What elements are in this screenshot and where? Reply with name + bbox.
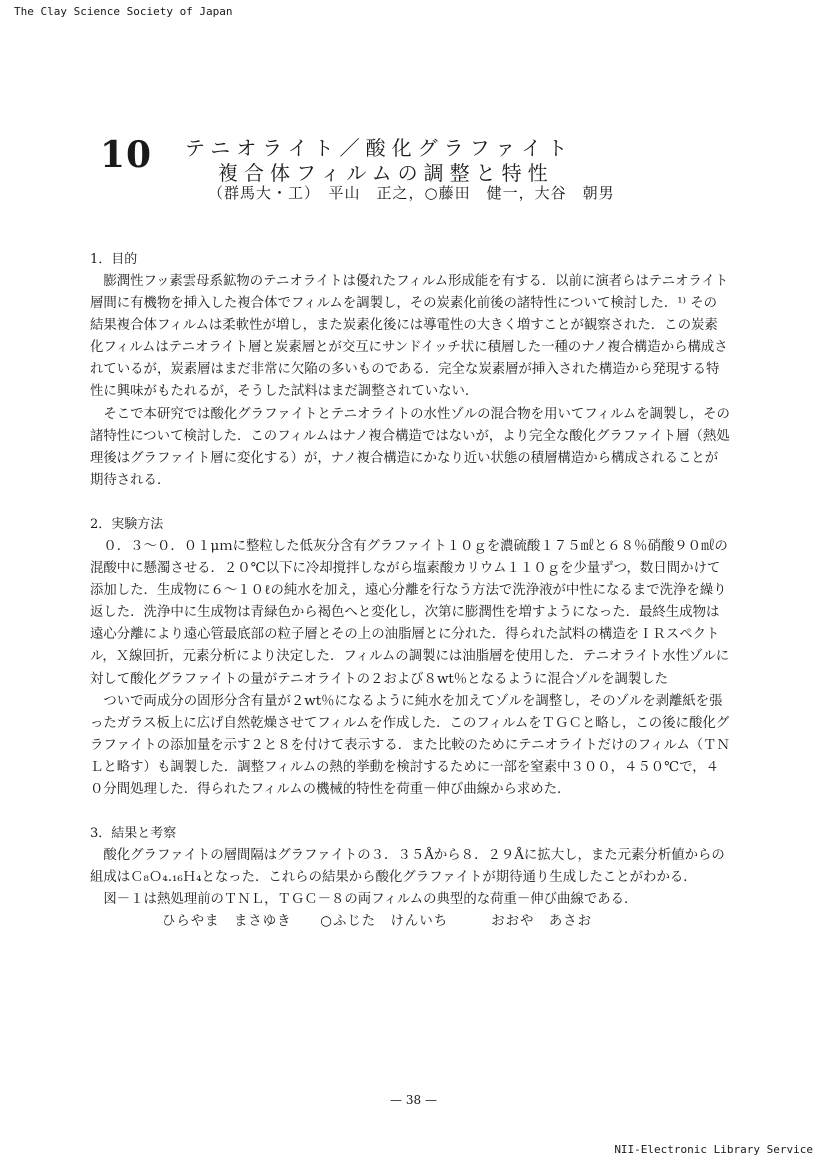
- paper-title-line-1: テニオライト／酸化グラファイト: [185, 136, 574, 160]
- body-paragraph: ついで両成分の固形分含有量が２wt％になるように純水を加えてゾルを調整し，そのゾルを剥離紙を張ったガラス板上に広げ自然乾燥させてフィルムを作成した．このフィルムをＴＧＣと略し，この後に酸化グラファイトの添加量を示す２と８を付けて表示する．また比較のためにテニオライトだけのフィルム（ＴＮＬと略す）も調製した．調整フィルムの熱的挙動を検討するために一部を窒素中３００，４５０℃で，４０分間処理した．得られたフィルムの機械的特性を荷重－伸び曲線から求めた．: [90, 693, 730, 797]
- library-footer: NII-Electronic Library Service: [614, 1143, 813, 1156]
- paper-title-line-2: 複合体フィルムの調整と特性: [218, 161, 554, 185]
- section-heading-results: 3．結果と考察: [90, 826, 177, 842]
- body-paragraph: ０．３～０．０１μｍに整粒した低灰分含有グラファイト１０ｇを濃硫酸１７５㎖と６８％硝酸９０㎖の混酸中に懸濁させる．２０℃以下に冷却撹拌しながら塩素酸カリウム１１０ｇを少量ずつ，数日間かけて添加した．生成物に６～１０ℓの純水を加え，遠心分離を行なう方法で洗浄液が中性になるまで洗浄を繰り返した．洗浄中に生成物は青緑色から褐色へと変化し，次第に膨潤性を増すようになった．最終生成物は遠心分離により遠心管最底部の粒子層とその上の油脂層とに分れた．得られた試料の構造をＩＲスペクトル，Ｘ線回折，元素分析により決定した．フィルムの調製には油脂層を使用した．テニオライト水性ゾルに対して酸化グラファイトの量がテニオライトの２および８wt％となるように混合ゾルを調製した: [90, 538, 730, 687]
- author-readings: ひらやま まさゆき ○ふじた けんいち おおや あさお: [162, 914, 593, 930]
- page-number: — 38 —: [390, 1093, 437, 1107]
- body-paragraph: 図－１は熱処理前のＴＮＬ，ＴＧＣ－８の両フィルムの典型的な荷重－伸び曲線である．: [103, 892, 638, 908]
- body-paragraph: 酸化グラファイトの層間隔はグラファイトの３．３５Åから８．２９Åに拡大し，また元素分析値からの組成はＣ₈Ｏ₄.₁₆Ｈ₄となった．これらの結果から酸化グラファイトが期待通り生成したことがわかる．: [90, 848, 725, 886]
- section-heading-purpose: 1．目的: [90, 252, 138, 267]
- society-header: The Clay Science Society of Japan: [14, 5, 233, 18]
- body-paragraph: そこで本研究では酸化グラファイトとテニオライトの水性ゾルの混合物を用いてフィルムを調製し，その諸特性について検討した．このフィルムはナノ複合構造ではないが，より完全な酸化グラファイト層（熱処理後はグラファイト層に変化する）が，ナノ複合構造にかなり近い状態の積層構造から構成されることが期待される．: [90, 406, 730, 488]
- paper-number: 10: [100, 134, 153, 176]
- section-heading-methods: 2．実験方法: [90, 516, 164, 532]
- body-paragraph: 膨潤性フッ素雲母系鉱物のテニオライトは優れたフィルム形成能を有する．以前に演者らはテニオライト層間に有機物を挿入した複合体でフィルムを調製し，その炭素化前後の諸特性について検討した．¹⁾ その結果複合体フィルムは柔軟性が増し，また炭素化後には導電性の大きく増すことが観察された．この炭素化フィルムはテニオライト層と炭素層とが交互にサンドイッチ状に積層した一種のナノ複合構造から構成されているが，炭素層はまだ非常に欠陥の多いものである．完全な炭素層が挿入された構造から発現する特性に興味がもたれるが，そうした試料はまだ調整されていない．: [90, 274, 729, 400]
- paper-body: [90, 249, 730, 933]
- title-block: [100, 130, 740, 200]
- authors-line: （群馬大・工） 平山 正之，○藤田 健一，大谷 朝男: [208, 184, 615, 202]
